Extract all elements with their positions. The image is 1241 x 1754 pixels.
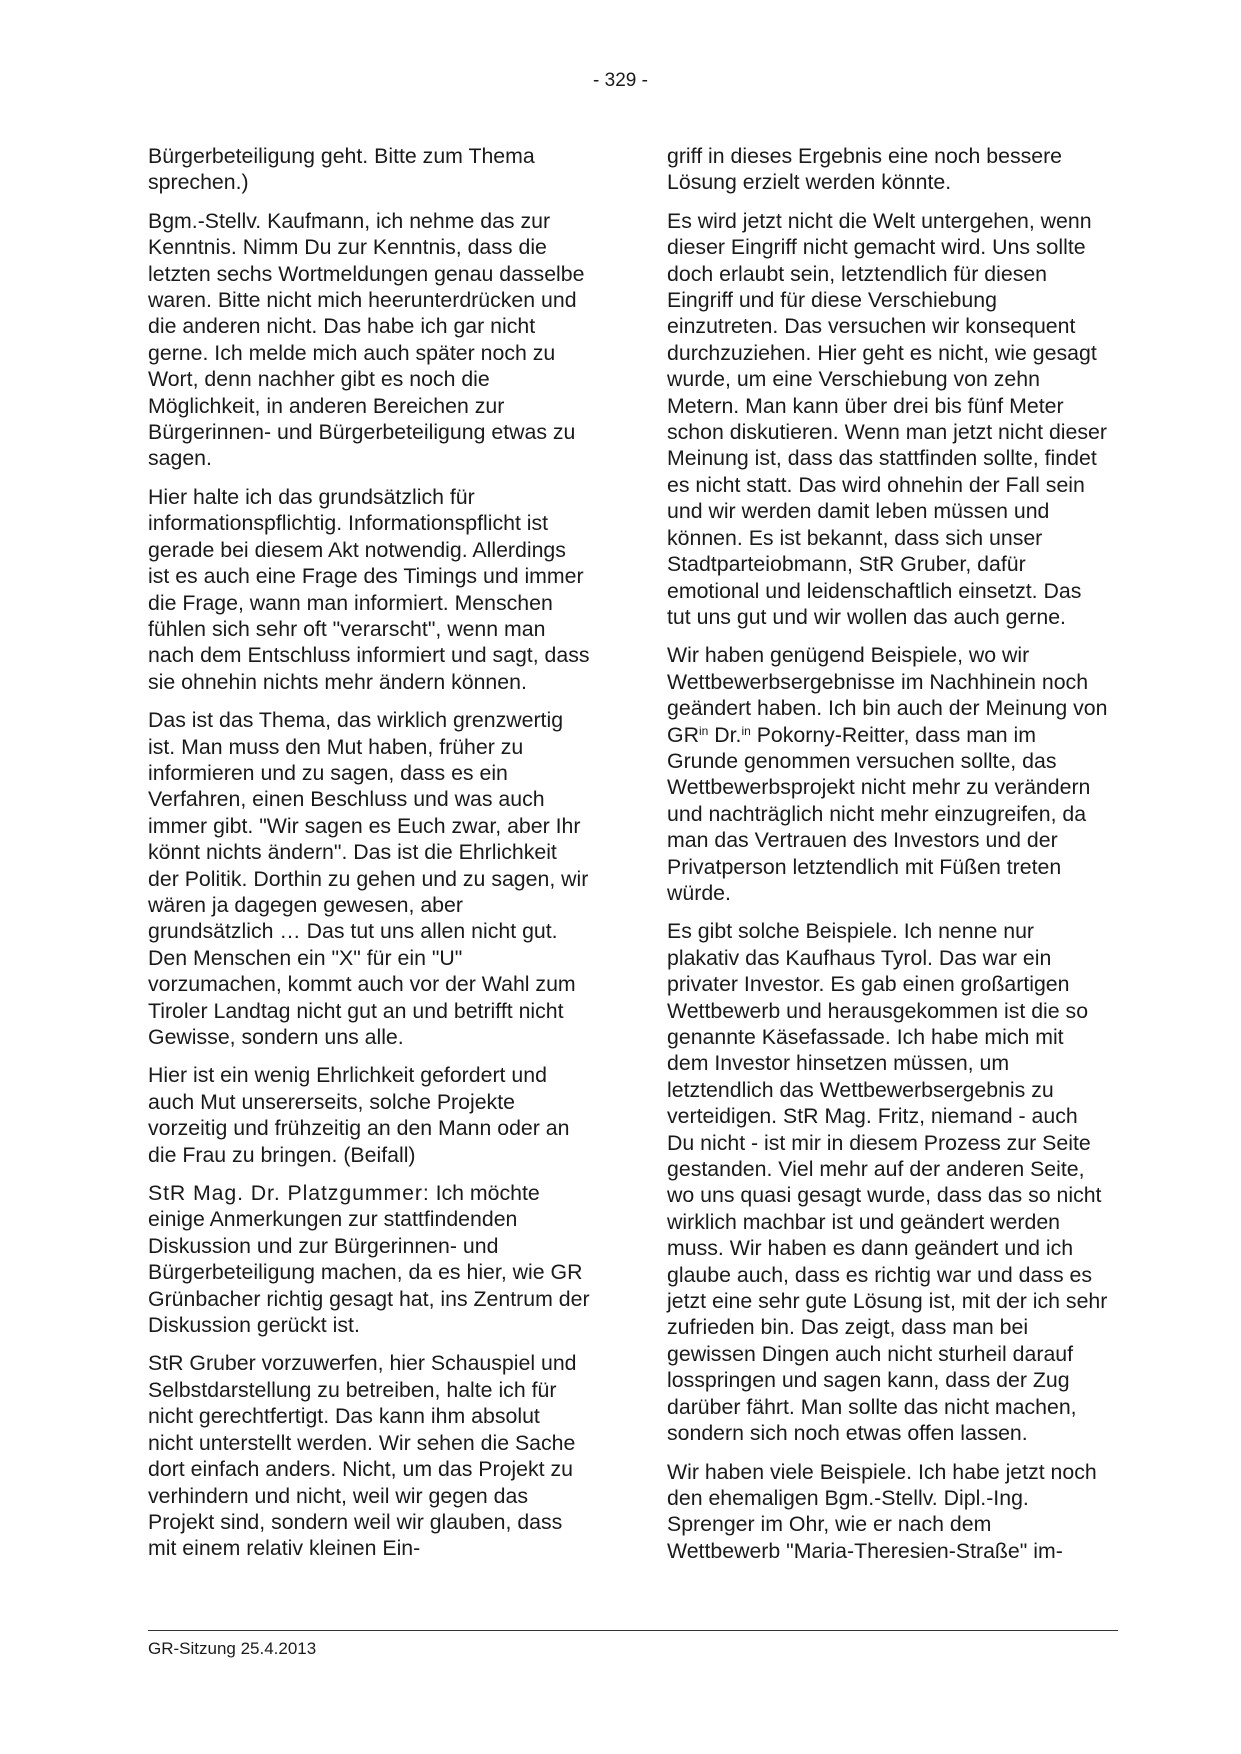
paragraph: griff in dieses Ergebnis eine noch bessere Lösung erzielt werden könnte. <box>667 144 1063 195</box>
page-number: - 329 - <box>593 70 648 91</box>
paragraph: Es wird jetzt nicht die Welt untergehen, wenn dieser Eingriff nicht gemacht wird. Uns sollte doch erlaubt sein, letztendlich für diesen Eingriff und für diese Verschiebung einzutreten. Das versuchen wir konsequent durchzuziehen. Hier geht es nicht, wie gesagt wurde, um eine Verschiebung von zehn Metern. Man kann über drei bis fünf Meter schon diskutieren. Wenn man jetzt nicht dieser Meinung ist, dass das stattfinden sollte, findet es nicht statt. Das wird ohnehin der Fall sein und wir werden damit leben müssen und können. Es ist bekannt, dass sich unser Stadtparteiobmann, StR Gruber, dafür emotional und leidenschaftlich einsetzt. Das tut uns gut und wir wollen das auch gerne. <box>667 208 1107 629</box>
superscript: in <box>698 723 709 738</box>
paragraph <box>148 1180 590 1338</box>
right-column <box>667 143 1109 1576</box>
paragraph: Hier halte ich das grundsätzlich für informationspflichtig. Informationspflicht ist gerade bei diesem Akt notwendig. Allerdings ist es auch eine Frage des Timings und immer die Frage, wann man informiert. Menschen fühlen sich sehr oft "verarscht", wenn man nach dem Entschluss informiert und sagt, dass sie ohnehin nichts mehr ändern können. <box>148 484 590 694</box>
footer-session-label: GR-Sitzung 25.4.2013 <box>148 1639 317 1658</box>
superscript: in <box>741 723 751 738</box>
paragraph: Das ist das Thema, das wirklich grenzwertig ist. Man muss den Mut haben, früher zu informieren und zu sagen, dass es ein Verfahren, einen Beschluss und was auch immer gibt. "Wir sagen es Euch zwar, aber Ihr könnt nichts ändern". Das ist die Ehrlichkeit der Politik. Dorthin zu gehen und zu sagen, wir wären ja dagegen gewesen, aber grundsätzlich … Das tut uns allen nicht gut. Den Menschen ein "X" für ein "U" vorzumachen, kommt auch vor der Wahl zum Tiroler Landtag nicht gut an und betrifft nicht Gewisse, sondern uns alle. <box>148 708 589 1049</box>
paragraph <box>667 642 1109 906</box>
paragraph: Wir haben viele Beispiele. Ich habe jetzt noch den ehemaligen Bgm.-Stellv. Dipl.-Ing. Sprenger im Ohr, wie er nach dem Wettbewerb "Maria-Theresien-Straße" im- <box>667 1459 1097 1563</box>
text-segment: Dr. <box>708 722 742 747</box>
footer-divider <box>148 1630 1118 1631</box>
paragraph: Bgm.-Stellv. Kaufmann, ich nehme das zur Kenntnis. Nimm Du zur Kenntnis, dass die letzten sechs Wortmeldungen genau dasselbe waren. Bitte nicht mich heerunterdrücken und die anderen nicht. Das habe ich gar nicht gerne. Ich melde mich auch später noch zu Wort, denn nachher gibt es noch die Möglichkeit, in anderen Bereichen zur Bürgerinnen- und Bürgerbeteiligung etwas zu sagen. <box>148 208 585 471</box>
speaker-name: StR Mag. Dr. Platzgummer: <box>148 1181 430 1206</box>
paragraph: Bürgerbeteiligung geht. Bitte zum Thema sprechen.) <box>148 144 535 195</box>
paragraph: Hier ist ein wenig Ehrlichkeit gefordert und auch Mut unsererseits, solche Projekte vorzeitig und frühzeitig an den Mann oder an die Frau zu bringen. (Beifall) <box>148 1063 570 1167</box>
paragraph: StR Gruber vorzuwerfen, hier Schauspiel und Selbstdarstellung zu betreiben, halte ich für nicht gerechtfertigt. Das kann ihm absolut nicht unterstellt werden. Wir sehen die Sache dort einfach anders. Nicht, um das Projekt zu verhindern und nicht, weil wir gegen das Projekt sind, sondern weil wir glauben, dass mit einem relativ kleinen Ein- <box>148 1351 577 1561</box>
speech-text: Ich möchte einige Anmerkungen zur stattfindenden Diskussion und zur Bürgerinnen- und Bürgerbeteiligung machen, da es hier, wie GR Grünbacher richtig gesagt hat, ins Zentrum der Diskussion gerückt ist. <box>148 1181 590 1338</box>
paragraph: Es gibt solche Beispiele. Ich nenne nur plakativ das Kaufhaus Tyrol. Das war ein privater Investor. Es gab einen großartigen Wettbewerb und herausgekommen ist die so genannte Käsefassade. Ich habe mich mit dem Investor hinsetzen müssen, um letztendlich das Wettbewerbsergebnis zu verteidigen. StR Mag. Fritz, niemand - auch Du nicht - ist mir in diesem Prozess zur Seite gestanden. Viel mehr auf der anderen Seite, wo uns quasi gesagt wurde, dass das so nicht wirklich machbar ist und geändert werden muss. Wir haben es dann geändert und ich glaube auch, dass es richtig war und dass es jetzt eine sehr gute Lösung ist, mit der ich sehr zufrieden bin. Das zeigt, dass man bei gewissen Dingen auch nicht sturheil darauf losspringen und sagen kann, dass der Zug darüber fährt. Man sollte das nicht machen, sondern sich noch etwas offen lassen. <box>667 919 1108 1446</box>
left-column <box>148 143 590 1574</box>
text-segment: Wir haben genügend Beispiele, wo wir Wettbewerbsergebnisse im Nachhinein noch geändert haben. Ich bin auch der Meinung von GR <box>667 643 1108 747</box>
text-segment: Pokorny-Reitter, dass man im Grunde genommen versuchen sollte, das Wettbewerbsprojekt nicht mehr zu verändern und nachträglich nicht mehr einzugreifen, da man das Vertrauen des Investors und der Privatperson letztendlich mit Füßen treten würde. <box>667 722 1091 905</box>
